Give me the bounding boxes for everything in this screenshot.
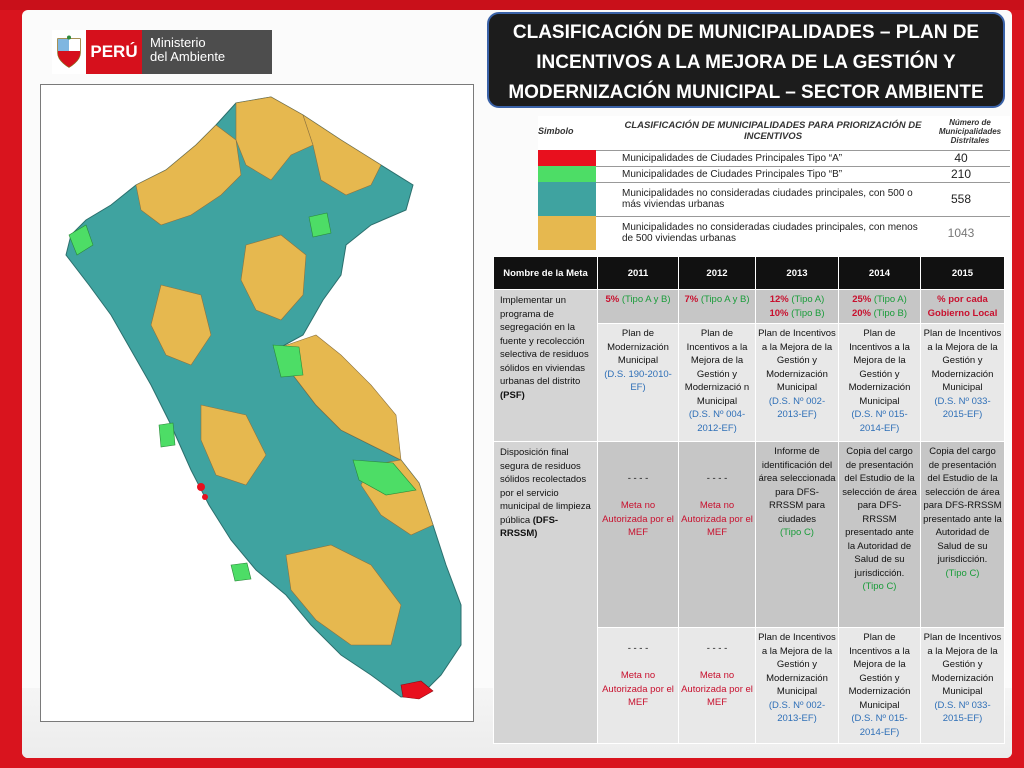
coat-of-arms-icon [52,30,86,74]
legend-label: Municipalidades de Ciudades Principales Tipo “B” [622,168,843,180]
goals-table [493,256,1005,744]
plan-text: Plan de Incentivos a la Mejora de la Gestión y Modernización Municipal [848,328,911,407]
legend-count-header: Número de Municipalidades Distritales [938,118,1002,145]
map-region-green-6 [309,213,331,237]
plan-decree: (D.S. Nº 033-2015-EF) [934,699,991,724]
goal1-2015-plan [921,324,1005,442]
legend-row [538,166,1010,182]
pct-value: 7% [684,294,699,305]
dash: - - - - [706,643,728,654]
top-red-bar [0,0,1024,10]
country-label: PERÚ [86,30,142,74]
plan-text: Plan de Incentivos a la Mejora de la Gestión y Modernización Municipal [758,328,836,393]
pct-type: (Tipo B) [791,307,825,319]
goal1-2012-pct [679,290,756,324]
legend-swatch-under-500 [538,216,596,250]
dash: - - - - [627,643,649,654]
goal2-name-text: Disposición final segura de residuos sólidos recolectados por el servicio municipal de limpieza pública [500,447,591,526]
table-row [494,290,1005,324]
legend-label: Municipalidades de Ciudades Principales Tipo “A” [622,152,843,164]
ministry-name [142,30,272,74]
ministry-logo [52,30,272,74]
plan-text: Plan de Incentivos a la Mejora de la Gestión y Modernización Municipal [758,632,836,697]
legend-count: 210 [950,167,972,181]
goal1-2013-pct [756,290,839,324]
goal1-2012-plan [679,324,756,442]
req-text: Copia del cargo de presentación del Estudio de la selección de área para DFS-RRSSM presentado ante la Autoridad de Salud de su jurisdicción. [923,446,1002,565]
header-2013: 2013 [756,257,839,290]
pct-type: (Tipo A) [873,294,907,305]
plan-text: Plan de Incentivos a la Mejora de la Gestión y Modernizació n Municipal [684,328,750,407]
mef-note: Meta no Autorizada por el MEF [681,670,753,708]
goal1-name-text: Implementar un programa de segregación en la fuente y recolección selectiva de residuos sólidos en viviendas urbanas del distrito [500,295,589,387]
goal1-2014-plan [839,324,921,442]
map-region-red-2 [197,483,205,491]
req-text: Informe de identificación del área seleccionada para DFS-RRSSM para ciudades [758,446,836,525]
goal2-name [494,442,598,744]
legend-count: 40 [954,151,968,165]
peru-map-graphic [41,85,473,721]
pct-type: (Tipo A y B) [621,294,671,305]
goal2-2014-plan [839,628,921,744]
legend-row [538,216,1010,250]
legend-symbol-header: Simbolo [538,126,574,136]
req-type: (Tipo C) [862,581,897,592]
pct-type: (Tipo B) [873,307,908,319]
legend [538,116,1010,250]
dash: - - - - [706,473,728,484]
plan-decree: (D.S. Nº 004-2012-EF) [688,409,746,434]
plan-decree: (D.S. Nº 002-2013-EF) [768,395,826,420]
pct-value: 12% [769,294,789,305]
pct-value: 20% [851,307,871,319]
goal1-2015-pct [921,290,1005,324]
plan-decree: (D.S. Nº 002-2013-EF) [768,699,826,724]
header-goal-name: Nombre de la Meta [494,257,598,290]
plan-decree: (D.S. Nº 015-2014-EF) [851,409,908,434]
goal2-2012-plan [679,628,756,744]
goal2-2015-plan [921,628,1005,744]
goal2-2014-req [839,442,921,628]
legend-row [538,182,1010,216]
plan-text: Plan de Incentivos a la Mejora de la Gestión y Modernización Municipal [848,632,911,711]
table-row [494,442,1005,628]
legend-count: 558 [950,192,972,206]
pct-value: 5% [605,294,620,305]
mef-note: Meta no Autorizada por el MEF [602,500,674,538]
title-line-3: MODERNIZACIÓN MUNICIPAL – SECTOR AMBIENTE [508,82,984,103]
map-region-green-5 [231,563,251,581]
legend-swatch-type-b [538,166,596,182]
title-line-2: INCENTIVOS A LA MEJORA DE LA GESTIÓN Y [536,52,956,73]
goal1-2011-pct [598,290,679,324]
table-header-row [494,257,1005,290]
plan-text: Plan de Incentivos a la Mejora de la Gestión y Modernización Municipal [923,328,1002,393]
header-2011: 2011 [598,257,679,290]
header-2015: 2015 [921,257,1005,290]
goal2-2013-req [756,442,839,628]
map-region-base [66,97,461,697]
goal2-2012-req [679,442,756,628]
legend-class-header: CLASIFICACIÓN DE MUNICIPALIDADES PARA PRIORIZACIÓN DE INCENTIVOS [624,120,922,142]
goal2-2011-plan [598,628,679,744]
legend-count: 1043 [947,226,975,240]
ministry-line-1: Ministerio [150,35,206,50]
goal1-name [494,290,598,442]
goal2-2013-plan [756,628,839,744]
pct-type: (Tipo A) [791,294,825,305]
pct-value: 10% [769,307,789,319]
goal1-2014-pct [839,290,921,324]
goal1-code: (PSF) [500,389,525,401]
legend-label: Municipalidades no consideradas ciudades principales, con 500 o más viviendas urbanas [622,188,913,210]
map-region-green-4 [159,423,175,447]
legend-swatch-500-plus [538,182,596,216]
req-type: (Tipo C) [945,567,980,579]
plan-decree: (D.S. Nº 015-2014-EF) [851,713,908,738]
legend-label: Municipalidades no consideradas ciudades principales, con menos de 500 viviendas urbanas [622,222,918,244]
legend-swatch-type-a [538,150,596,166]
header-2014: 2014 [839,257,921,290]
pct-value: 25% [852,294,872,305]
goal2-2011-req [598,442,679,628]
mef-note: Meta no Autorizada por el MEF [681,500,753,538]
title-line-1: CLASIFICACIÓN DE MUNICIPALIDADES – PLAN DE [512,22,980,43]
goal2-2015-req [921,442,1005,628]
dash: - - - - [627,473,649,484]
plan-text: Plan de Modernización Municipal [607,328,669,366]
goal1-2011-plan [598,324,679,442]
req-text: Copia del cargo de presentación del Estudio de la selección de área para DFS-RRSSM presentado ante la Autoridad de Salud de su jurisdicción. [842,446,917,579]
mef-note: Meta no Autorizada por el MEF [602,670,674,708]
plan-text: Plan de Incentivos a la Mejora de la Gestión y Modernización Municipal [923,632,1002,697]
slide-title [487,12,1005,108]
peru-map [40,84,474,722]
pct-type: (Tipo A y B) [700,294,750,305]
goal1-2013-plan [756,324,839,442]
map-region-red-3 [202,494,208,500]
plan-decree: (D.S. 190-2010-EF) [604,368,672,393]
ministry-line-2: del Ambiente [150,49,226,64]
goal2-code: (DFS-RRSSM) [500,514,559,539]
header-2012: 2012 [679,257,756,290]
legend-row [538,150,1010,166]
req-type: (Tipo C) [780,527,814,538]
plan-decree: (D.S. Nº 033-2015-EF) [934,395,991,420]
pct-value: % por cada Gobierno Local [927,294,998,319]
